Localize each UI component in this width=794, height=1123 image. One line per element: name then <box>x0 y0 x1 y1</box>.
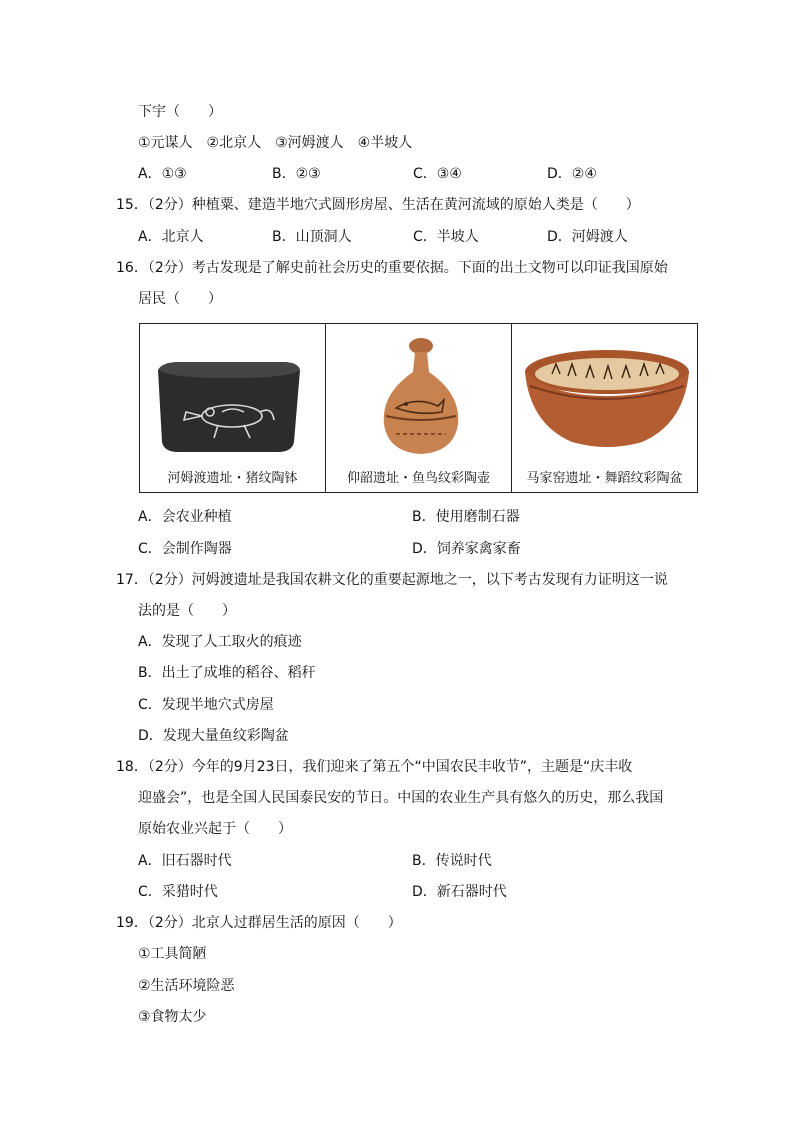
caption-fish-bird-pot: 仰韶遗址・鱼鸟纹彩陶壶 <box>346 471 490 486</box>
pig-pattern-bowl-image <box>140 324 318 474</box>
q17-option-b: B．出土了成堆的稻谷、稻秆 <box>138 665 316 681</box>
q18-stem-line1: 18．（2分）今年的9月23日，我们迎来了第五个“中国农民丰收节”，主题是“庆丰收 <box>116 759 633 775</box>
q18-option-b: B．传说时代 <box>412 853 492 869</box>
q16-option-c: C．会制作陶器 <box>138 541 232 557</box>
q17-stem-line1: 17．（2分）河姆渡遗址是我国农耕文化的重要起源地之一，以下考古发现有力证明这一说 <box>116 572 668 588</box>
q16-option-d: D．饲养家禽家畜 <box>412 541 521 557</box>
q18-option-a: A．旧石器时代 <box>138 853 232 869</box>
q14-items: ①元谋人 ②北京人 ③河姆渡人 ④半坡人 <box>138 135 413 151</box>
q16-stem-line2: 居民（ ） <box>138 291 222 307</box>
q14-stem-cont: 下宇（ ） <box>138 104 222 120</box>
artifact-figure-table <box>139 323 698 493</box>
q18-option-c: C．采猎时代 <box>138 884 218 900</box>
artifact-cell-pig-bowl <box>140 324 326 492</box>
q18-option-d: D．新石器时代 <box>412 884 507 900</box>
q15-option-b: B．山顶洞人 <box>272 229 352 245</box>
fish-bird-pottery-pot-image <box>326 324 516 474</box>
q16-stem-line1: 16．（2分）考古发现是了解史前社会历史的重要依据。下面的出土文物可以印证我国原始 <box>116 260 668 276</box>
q19-stem: 19．（2分）北京人过群居生活的原因（ ） <box>116 915 402 931</box>
q17-option-a: A．发现了人工取火的痕迹 <box>138 634 302 650</box>
q14-option-d: D．②④ <box>547 166 597 182</box>
artifact-cell-fish-bird-pot <box>326 324 512 492</box>
q17-option-d: D．发现大量鱼纹彩陶盆 <box>138 728 289 744</box>
q16-option-b: B．使用磨制石器 <box>412 509 520 525</box>
artifact-cell-dance-basin <box>512 324 697 492</box>
q19-item-1: ①工具简陋 <box>138 946 207 962</box>
q16-option-a: A．会农业种植 <box>138 509 232 525</box>
q14-option-b: B．②③ <box>272 166 321 182</box>
q18-stem-line3: 原始农业兴起于（ ） <box>138 821 292 837</box>
q14-option-a: A．①③ <box>138 166 187 182</box>
q14-option-c: C．③④ <box>413 166 462 182</box>
q19-item-3: ③食物太少 <box>138 1009 207 1025</box>
q17-option-c: C．发现半地穴式房屋 <box>138 697 274 713</box>
q15-option-c: C．半坡人 <box>413 229 479 245</box>
q18-stem-line2: 迎盛会”，也是全国人民国泰民安的节日。中国的农业生产具有悠久的历史，那么我国 <box>138 790 664 806</box>
q19-item-2: ②生活环境险恶 <box>138 978 235 994</box>
q15-option-d: D．河姆渡人 <box>547 229 628 245</box>
caption-dance-basin: 马家窑遗址・舞蹈纹彩陶盆 <box>526 471 683 486</box>
caption-pig-bowl: 河姆渡遗址・猪纹陶钵 <box>167 471 298 486</box>
q17-stem-line2: 法的是（ ） <box>138 603 236 619</box>
q15-stem: 15．（2分）种植粟、建造半地穴式圆形房屋、生活在黄河流域的原始人类是（ ） <box>116 197 640 213</box>
dance-pattern-basin-image <box>512 324 702 474</box>
q15-option-a: A．北京人 <box>138 229 204 245</box>
